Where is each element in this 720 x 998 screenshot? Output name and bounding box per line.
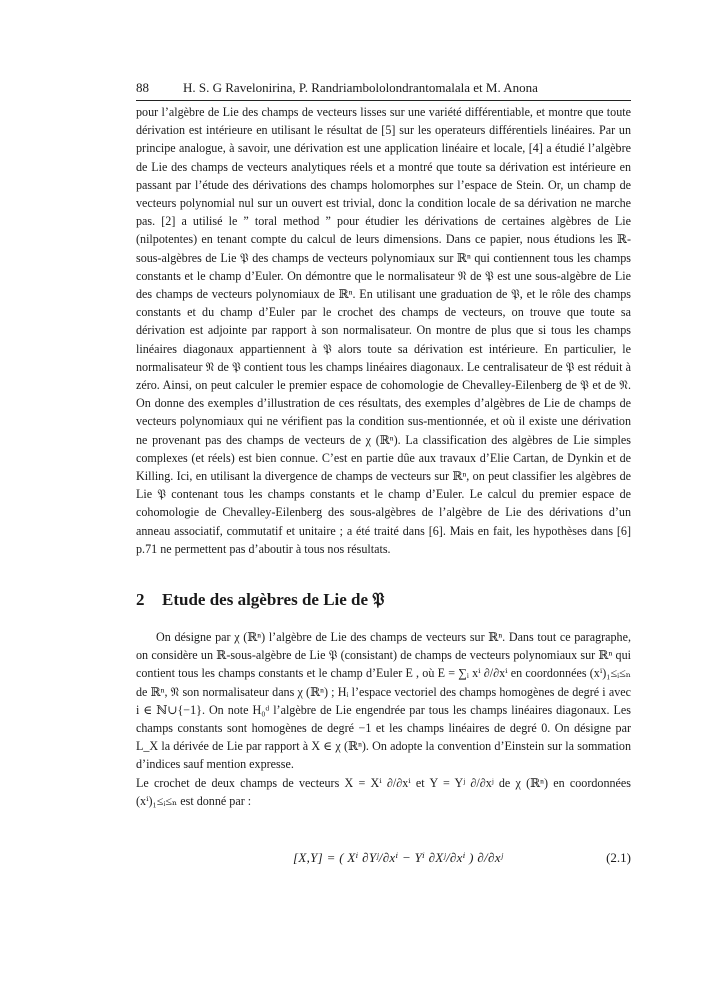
equation-block (136, 842, 631, 882)
running-header (136, 78, 631, 101)
header-authors: H. S. G Ravelonirina, P. Randriambololondrantomalala et M. Anona (183, 80, 538, 95)
equation-number: (2.1) (606, 850, 631, 865)
page-number: 88 (136, 80, 149, 95)
equation-formula: [X,Y] = ( Xⁱ ∂Yʲ/∂xⁱ − Yⁱ ∂Xʲ/∂xⁱ ) ∂/∂xʲ (293, 850, 504, 865)
intro-paragraph: pour l’algèbre de Lie des champs de vecteurs lisses sur une variété différentiable, et montre que toute dérivation est intérieure en utilisant le résultat de [5] sur les operateurs différentiels linéaires. Par un principe analogue, à savoir, une dérivation est une application linéaire et locale, [4] a étudié l’algèbre de Lie des champs de vecteurs analytiques réels et a montré que toute sa dérivation est intérieure en passant par l’étude des dérivations des champs holomorphes sur l’espace de Stein. Or, un champ de vecteurs polynomial nul sur un ouvert est trivial, donc la condition locale de sa dérivation ne marche pas. [2] a utilisé le ” toral method ” pour étudier les dérivations de certaines algèbres de Lie (nilpotentes) en tenant compte du calcul de leurs dimensions. Dans ce papier, nous étudions les ℝ-sous-algèbres de Lie 𝔓 des champs de vecteurs polynomiaux sur ℝⁿ qui contiennent tous les champs constants et le champ d’Euler. On démontre que le normalisateur 𝔑 de 𝔓 est une sous-algèbre de Lie des champs de vecteurs polynomiaux de ℝⁿ. En utilisant une graduation de 𝔓, et le rôle des champs constants et du champ d’Euler par le crochet des champs de vecteurs, on trouve que toute sa dérivation est adjointe par rapport à son normalisateur. On montre de plus que si tous les champs linéaires diagonaux appartiennent à 𝔓 alors toute sa dérivation est intérieure. En particulier, le normalisateur 𝔑 de 𝔓 contient tous les champs linéaires diagonaux. Le centralisateur de 𝔓 est réduit à zéro. Ainsi, on peut calculer le premier espace de cohomologie de Chevalley-Eilenberg de 𝔓 et de 𝔑. On donne des exemples d’illustration de ces résultats, des exemples d’algèbres de Lie de champs de vecteurs polynomiaux qui ne vérifient pas la condition sus-mentionnée, et où il existe une dérivation ne provenant pas des champs de vecteurs de χ (ℝⁿ). La classification des algèbres de Lie simples complexes (et réels) est bien connue. C’est en partie dûe aux travaux d’Elie Cartan, de Dynkin et de Killing. Ici, en utilisant la divergence de champs de vecteurs sur ℝⁿ, on peut classifier les algèbres de Lie 𝔓 contenant tous les champs constants et le champ d’Euler. Le calcul du premier espace de cohomologie de Chevalley-Eilenberg des sous-algèbres de l’algèbre de Lie des dérivations d’un anneau associatif, commutatif et unitaire ; a été traité dans [6]. Mais en fait, les hypothèses dans [6] p.71 ne permettent pas d’aboutir à tous nos résultats. (136, 105, 631, 556)
section-paragraph: On désigne par χ (ℝⁿ) l’algèbre de Lie des champs de vecteurs sur ℝⁿ. Dans tout ce paragraphe, on considère un ℝ-sous-algèbre de Lie 𝔓 (consistant) de champs de vecteurs polynomiaux sur ℝⁿ qui contient tous les champs constants et le champ d’Euler E , où E = ∑ᵢ xⁱ ∂/∂xⁱ en coordonnées (xⁱ)₁≤ᵢ≤ₙ de ℝⁿ, 𝔑 son normalisateur dans χ (ℝⁿ) ; Hᵢ l’espace vectoriel des champs homogènes de degré i avec i ∈ ℕ∪{−1}. On note H₀ᵈ l’algèbre de Lie engendrée par tous les champs linéaires diagonaux. Les champs constants sont homogènes de degré −1 et les champs linéaires de degré 0. On désigne par L_X la dérivée de Lie par rapport à X ∈ χ (ℝⁿ). On adopte la convention d’Einstein sur la sommation d’indices sauf mention expresse. (136, 630, 631, 772)
section-number: 2 (136, 590, 145, 609)
section-title: Etude des algèbres de Lie de 𝔓 (162, 590, 385, 609)
section-heading (136, 590, 384, 610)
intro-text (136, 103, 631, 558)
section-paragraph: Le crochet de deux champs de vecteurs X = Xⁱ ∂/∂xⁱ et Y = Yʲ ∂/∂xʲ de χ (ℝⁿ) en coordonnées (xⁱ)₁≤ᵢ≤ₙ est donné par : (136, 775, 631, 808)
section-text (136, 628, 631, 810)
